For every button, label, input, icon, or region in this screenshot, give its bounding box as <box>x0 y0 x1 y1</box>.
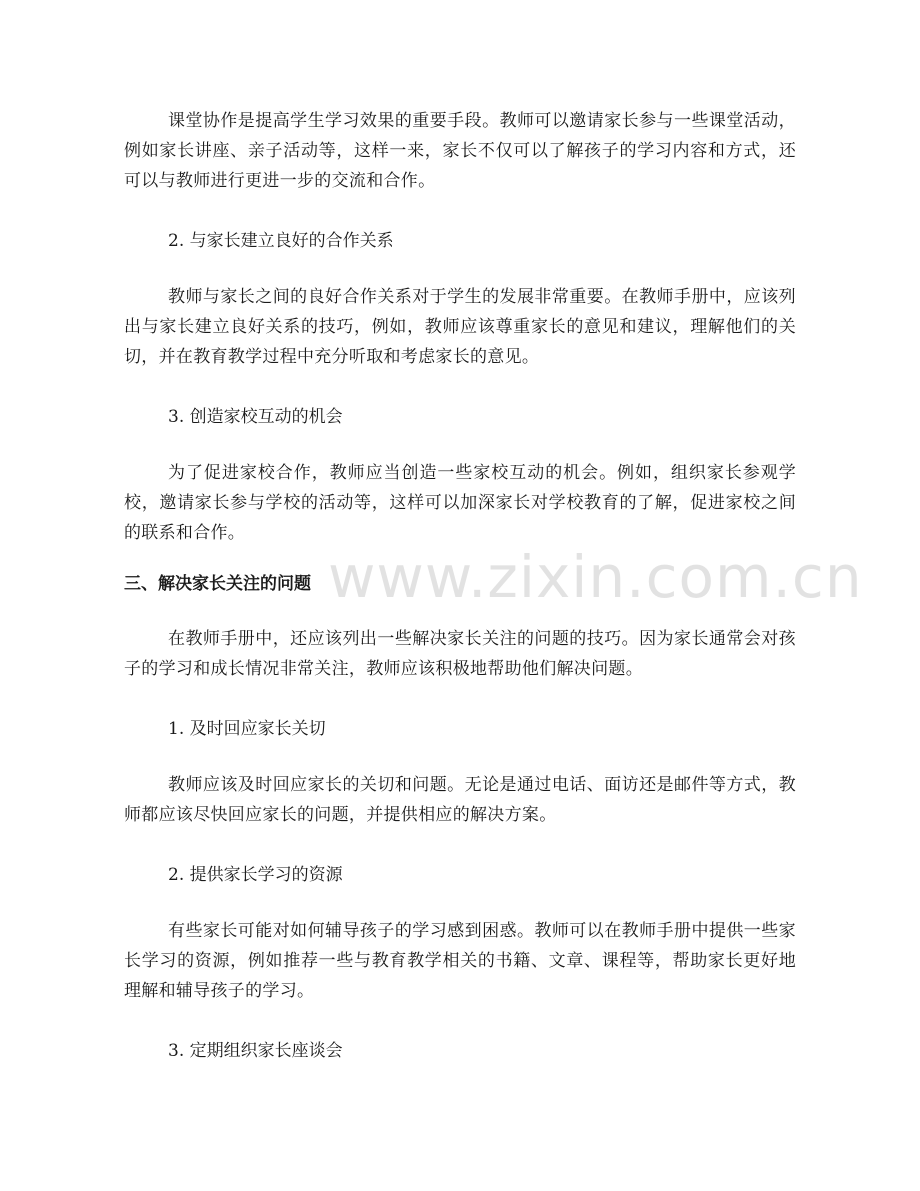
subheading-learning-resources: 2. 提供家长学习的资源 <box>168 865 343 885</box>
subheading-cooperation-relationship: 2. 与家长建立良好的合作关系 <box>168 231 394 251</box>
paragraph-learning-resources: 有些家长可能对如何辅导孩子的学习感到困惑。教师可以在教师手册中提供一些家长学习的资源，例如推荐一些与教育教学相关的书籍、文章、课程等，帮助家长更好地理解和辅导孩子的学习。 <box>124 921 796 1001</box>
paragraph-classroom-cooperation: 课堂协作是提高学生学习效果的重要手段。教师可以邀请家长参与一些课堂活动，例如家长讲座、亲子活动等，这样一来，家长不仅可以了解孩子的学习内容和方式，还可以与教师进行更进一步的交流和合作。 <box>124 111 796 191</box>
section-title-parent-concerns: 三、解决家长关注的问题 <box>124 574 311 594</box>
watermark: www.zixin.com.cn <box>328 543 863 611</box>
subheading-parent-meetings: 3. 定期组织家长座谈会 <box>168 1041 343 1061</box>
paragraph-home-school-interaction: 为了促进家校合作，教师应当创造一些家校互动的机会。例如，组织家长参观学校，邀请家长参与学校的活动等，这样可以加深家长对学校教育的了解，促进家校之间的联系和合作。 <box>124 463 796 543</box>
paragraph-cooperation-relationship: 教师与家长之间的良好合作关系对于学生的发展非常重要。在教师手册中，应该列出与家长建立良好关系的技巧，例如，教师应该尊重家长的意见和建议，理解他们的关切，并在教育教学过程中充分听取和考虑家长的意见。 <box>124 287 796 367</box>
subheading-home-school-interaction: 3. 创造家校互动的机会 <box>168 407 343 427</box>
paragraph-timely-response: 教师应该及时回应家长的关切和问题。无论是通过电话、面访还是邮件等方式，教师都应该尽快回应家长的问题，并提供相应的解决方案。 <box>124 775 796 825</box>
subheading-timely-response: 1. 及时回应家长关切 <box>168 719 326 739</box>
paragraph-parent-concerns-intro: 在教师手册中，还应该列出一些解决家长关注的问题的技巧。因为家长通常会对孩子的学习和成长情况非常关注，教师应该积极地帮助他们解决问题。 <box>124 629 796 679</box>
